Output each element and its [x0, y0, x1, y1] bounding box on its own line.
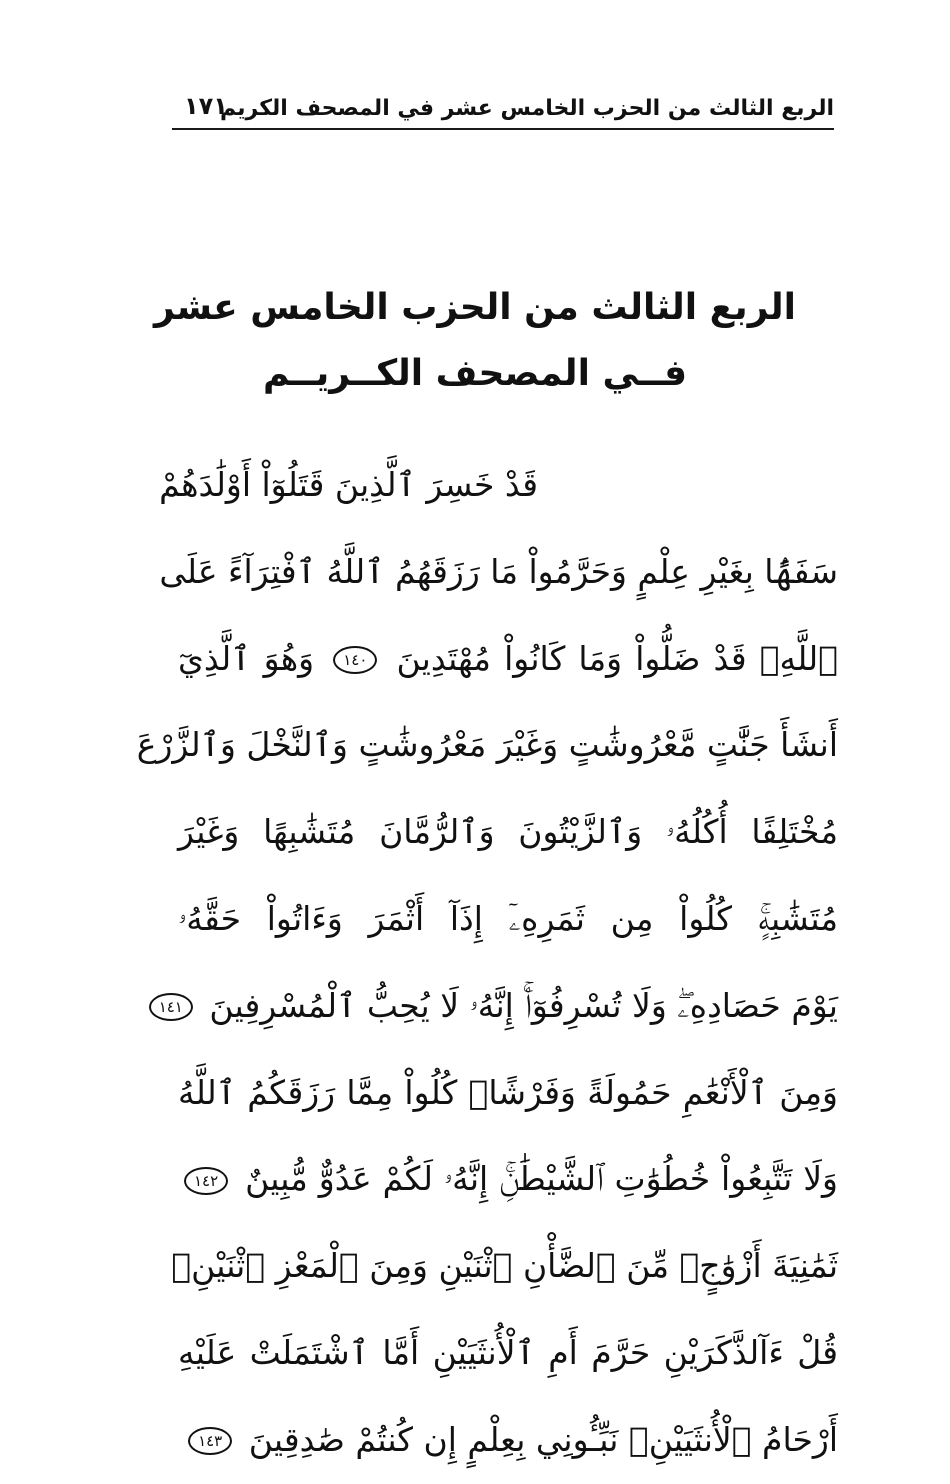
verse-line-4: أَنشَأَ جَنَّٰتٍ مَّعْرُوشَٰتٍ وَغَيْرَ مَعْرُوشَٰتٍ وَٱلنَّخْلَ وَٱلزَّرْعَ	[136, 725, 838, 765]
verse-line-10: ثَمَٰنِيَةَ أَزْوَٰجٍۖ مِّنَ ٱلضَّأْنِ ٱثْنَيْنِ وَمِنَ ٱلْمَعْزِ ٱثْنَيْنِۗ	[171, 1246, 838, 1286]
verse-text: يَوْمَ حَصَادِهِۦۖ وَلَا تُسْرِفُوٓاْۚ إِنَّهُۥ لَا يُحِبُّ ٱلْمُسْرِفِينَ	[209, 985, 838, 1025]
verse-line-9	[178, 1136, 838, 1223]
verse-line-6: مُتَشَٰبِهٍۚ كُلُواْ مِن ثَمَرِهِۦٓ إِذَآ أَثْمَرَ وَءَاتُواْ حَقَّهُۥ	[178, 898, 838, 938]
verse-text: وَهُوَ ٱلَّذِيٓ	[178, 638, 315, 678]
verse-line-1: قَدْ خَسِرَ ٱلَّذِينَ قَتَلُوٓاْ أَوْلَٰدَهُمْ	[159, 465, 538, 504]
section-title	[150, 275, 800, 407]
header-rule	[172, 128, 834, 130]
page-number: ١٧١	[184, 92, 228, 120]
verse-line-5: مُخْتَلِفًا أُكُلُهُۥ وَٱلزَّيْتُونَ وَٱلرُّمَّانَ مُتَشَٰبِهًا وَغَيْرَ	[178, 812, 838, 852]
running-title: الربع الثالث من الحزب الخامس عشر في المصحف الكريم	[220, 96, 834, 121]
verse-line-2: سَفَهًۢا بِغَيْرِ عِلْمٍ وَحَرَّمُواْ مَا رَزَقَهُمُ ٱللَّهُ ٱفْتِرَآءً عَلَى	[159, 551, 838, 591]
verse-line-8: وَمِنَ ٱلْأَنْعَٰمِ حَمُولَةً وَفَرْشًاۚ كُلُواْ مِمَّا رَزَقَكُمُ ٱللَّهُ	[178, 1072, 838, 1112]
verse-text: أَرْحَامُ ٱلْأُنثَيَيْنِۖ نَبِّـُٔونِي بِعِلْمٍ إِن كُنتُمْ صَٰدِقِينَ	[248, 1419, 838, 1459]
ayah-number-marker: ١٤٠	[333, 646, 377, 674]
ayah-number-marker: ١٤٢	[184, 1167, 228, 1195]
verse-text: وَلَا تَتَّبِعُواْ خُطُوَٰتِ ٱلشَّيْطَٰنِۚ إِنَّهُۥ لَكُمْ عَدُوٌّ مُّبِينٌ	[245, 1159, 838, 1199]
quran-text	[136, 442, 838, 1484]
ayah-number-marker: ١٤١	[149, 993, 193, 1021]
verse-line-11: قُلْ ءَآلذَّكَرَيْنِ حَرَّمَ أَمِ ٱلْأُنثَيَيْنِ أَمَّا ٱشْتَمَلَتْ عَلَيْهِ	[178, 1332, 838, 1372]
ayah-number-marker: ١٤٣	[188, 1427, 232, 1455]
page-header	[172, 88, 834, 128]
section-title-line-2: فــي المصحف الكــريــم	[262, 353, 688, 394]
section-title-line-1: الربع الثالث من الحزب الخامس عشر	[154, 287, 796, 328]
verse-text: ٱللَّهِۚ قَدْ ضَلُّواْ وَمَا كَانُواْ مُهْتَدِينَ	[396, 638, 838, 678]
verse-line-7	[158, 963, 838, 1050]
verse-line-3	[178, 616, 838, 703]
